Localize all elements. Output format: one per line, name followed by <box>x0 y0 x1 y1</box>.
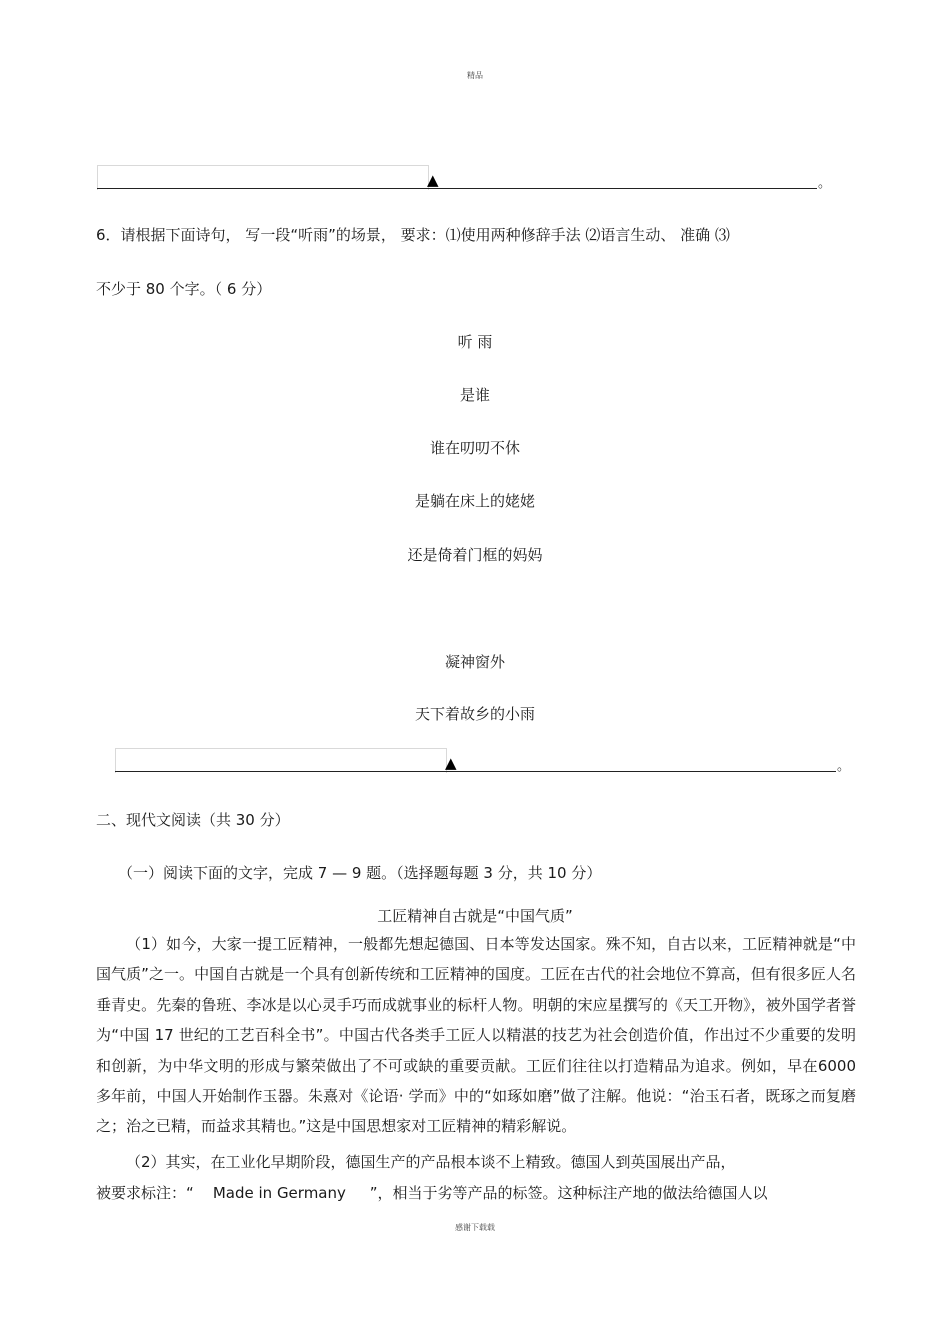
poem-line: 谁在叨叨不休 <box>429 439 520 457</box>
article-paragraph-2-line-1: （2）其实，在工业化早期阶段，德国生产的产品根本谈不上精致。德国人到英国展出产品， <box>126 1153 736 1171</box>
answer-box <box>115 748 447 773</box>
period: 。 <box>818 176 832 191</box>
sub-heading: （一）阅读下面的文字，完成 7 — 9 题。（选择题每题 3 分，共 10 分） <box>118 864 602 882</box>
triangle-marker-icon: ▲ <box>427 171 439 189</box>
poem-line: 还是倚着门框的妈妈 <box>407 546 543 564</box>
poem-line: 天下着故乡的小雨 <box>414 705 535 723</box>
poem-line: 凝神窗外 <box>444 653 505 671</box>
question-6-line-2: 不少于 80 个字。（ 6 分） <box>96 280 272 298</box>
poem-title: 听 雨 <box>457 333 493 351</box>
underline <box>115 771 836 772</box>
article-paragraph-2-line-2: 被要求标注：“ Made in Germany ”，相当于劣等产品的标签。这种标注产地的做法给德国人以 <box>96 1184 768 1202</box>
triangle-marker-icon: ▲ <box>445 754 457 772</box>
paragraph-1-text: （1）如今，大家一提工匠精神，一般都先想起德国、日本等发达国家。殊不知，自古以来，工匠精神就是“中国气质”之一。中国自古就是一个具有创新传统和工匠精神的国度。工匠在古代的社会地位不算高，但有很多匠人名垂青史。先秦的鲁班、李冰是以心灵手巧而成就事业的标杆人物。明朝的宋应星撰写的《天工开物》，被外国学者誉为“中国 17 世纪的工艺百科全书”。中国古代各类手工匠人以精湛的技艺为社会创造价值，作出过不少重要的发明和创新，为中华文明的形成与繁荣做出了不可或缺的重要贡献。工匠们往往以打造精品为追求。例如，早在6000 多年前，中国人开始制作玉器。朱熹对《论语· 学而》中的“如琢如磨”做了注解。他说：“治玉石者，既琢之而复磨之；治之已精，而益求其精也。”这是中国思想家对工匠精神的精彩解说。 <box>96 935 856 1136</box>
answer-box <box>97 165 429 190</box>
underline <box>97 188 817 189</box>
question-6-line-1: 6．请根据下面诗句， 写一段“听雨”的场景， 要求：⑴使用两种修辞手法 ⑵语言生动、 准确 ⑶ <box>96 226 730 244</box>
section-heading: 二、现代文阅读（共 30 分） <box>96 811 290 829</box>
article-paragraph-1 <box>96 929 856 1142</box>
article-title: 工匠精神自古就是“中国气质” <box>377 907 573 925</box>
poem-line: 是躺在床上的姥姥 <box>414 492 535 510</box>
page-footer: 感谢下载载 <box>455 1223 495 1232</box>
period: 。 <box>837 759 851 774</box>
poem-line: 是谁 <box>459 386 490 404</box>
page-header: 精品 <box>467 71 483 80</box>
